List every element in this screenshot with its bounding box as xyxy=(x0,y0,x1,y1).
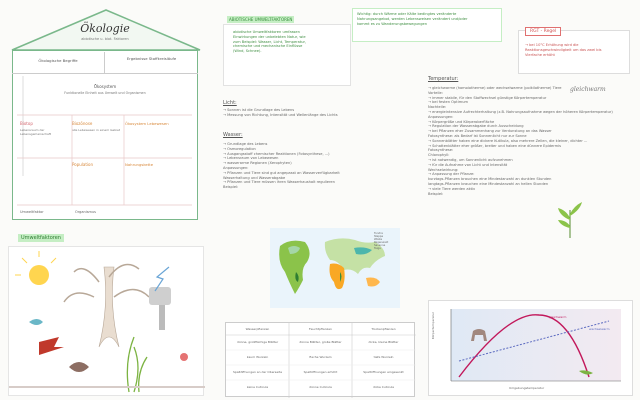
biotop-desc: Lebensraum der Lebensgemeinschaft xyxy=(20,128,52,136)
temp-line: langtags-Pflanzen brauchen eine Mindestanzahl an hellen Stunden xyxy=(428,181,549,186)
abiotic-line: chemische und mechanische Einflüsse xyxy=(233,44,303,49)
table-grid xyxy=(226,323,416,398)
oekosystem-desc: Funktionelle Einheit aus Umwelt und Organismen xyxy=(64,91,146,95)
licht-title: Licht: xyxy=(223,100,237,106)
wasser-line: → Grundlage des Lebens xyxy=(223,142,268,146)
temp-line: → immer stabile, für den Stoffwechsel günstige Körpertemperatur xyxy=(428,95,547,100)
umweltfaktoren-title: Umweltfaktoren xyxy=(18,234,64,242)
temperature-graph xyxy=(428,300,633,396)
world-map xyxy=(270,228,400,308)
wasser-title: Wasser: xyxy=(223,132,243,138)
temp-line: → viele Tiere werden aktiv xyxy=(428,186,476,191)
licht-line: → Sonnen ist die Grundlage des Lebens xyxy=(223,108,295,112)
temp-lines xyxy=(428,86,638,196)
temp-line: → Anpassung der Pflanze: xyxy=(428,172,475,177)
abiotic-text xyxy=(233,30,353,54)
rgt-title: RGT - Regel xyxy=(525,27,561,36)
temp-line: → Körpergröße und Körperoberfläche xyxy=(428,119,495,124)
umweltfaktoren-illustration xyxy=(8,246,204,396)
left-column xyxy=(0,0,210,400)
wasser-line: Beispiel: xyxy=(223,185,239,190)
table-cell: Spaltöffnungen eingesenkt xyxy=(363,370,404,374)
temp-title: Temperatur: xyxy=(428,76,459,82)
environment-illustration-icon xyxy=(9,247,205,397)
page-subtitle: abiotische u. biot. Faktoren xyxy=(81,37,129,41)
temp-line: Nachteile: xyxy=(428,105,447,110)
temp-line: Wechselwirkung: xyxy=(428,167,459,172)
map-legend-item: Regenwald xyxy=(374,241,389,244)
nahrungskette-label: Nahrungskette xyxy=(125,162,154,167)
table-cell: flache Wurzeln xyxy=(309,355,332,359)
biozoenose-desc: alle Lebewesen in einem Gebiet xyxy=(72,128,121,132)
wasser-line: Wasserhaltung und Wasserabgabe xyxy=(223,175,286,180)
temp-line: Chlorophyll: xyxy=(428,153,450,158)
table-cell: dünne, großflächige Blätter xyxy=(236,340,279,344)
licht-lines xyxy=(223,108,338,118)
temp-line: Vorteile: xyxy=(428,90,443,95)
graph-curve2-label: wechselwarm xyxy=(589,327,610,331)
population-label: Population xyxy=(72,162,94,167)
table-cell: dünne Cuticula xyxy=(309,385,332,389)
graph-y-label: Körpertemperatur xyxy=(431,312,435,339)
temp-line: → Schattenblätter eher größer, breiter und haben eine dünnere Epidermis xyxy=(428,143,562,148)
house-col-left-head xyxy=(12,52,105,74)
temp-line: Anpassungen: xyxy=(428,114,454,119)
temp-line: → bei Pflanzen eher Zusammenhang zur Verdunstung an das Wasser xyxy=(428,129,552,134)
temp-line: → für die Aufnahme von Licht und Intensität xyxy=(428,162,508,167)
rgt-line: Reaktionsgeschwindigkeit um das zwei bis xyxy=(525,47,602,52)
table-header: Feuchtpflanzen xyxy=(309,327,332,331)
abiotic-line: Einwirkungen der unbelebten Natur, wie xyxy=(233,34,306,39)
abiotic-line: zum Beispiel: Wasser, Licht, Temperatur, xyxy=(233,39,307,44)
temp-line: → Regulation der Wasserabgabe durch Ausscheidung xyxy=(428,124,524,129)
wasser-line: → Pflanzen und Tiere sind gut angepasst an Wasserverfügbarkeit xyxy=(223,170,340,175)
plant-sketch-icon xyxy=(555,200,585,240)
plants-table xyxy=(225,322,415,397)
table-header: Trockenpflanzen xyxy=(371,327,396,331)
temp-line: → ist notwendig, um Sonnenlicht aufzunehmen xyxy=(428,157,513,162)
temp-line: kurztags-Pflanzen brauchen eine Mindestanzahl an dunklen Stunden xyxy=(428,177,552,182)
rgt-line: → bei 10°C Erhöhung wird die xyxy=(525,43,579,47)
col-left-label: Ökologische Begriffe xyxy=(38,58,78,63)
graph-curve1-label: gleichwarm xyxy=(549,315,567,319)
biozoenose-label: Biozönose xyxy=(72,121,93,126)
oeko-lebewesen-label: Ökosystem Lebewesen xyxy=(125,121,169,126)
table-cell: dicke, kleine Blätter xyxy=(368,340,399,344)
table-cell: dicke Cuticula xyxy=(372,385,395,389)
table-cell: kaum Wurzeln xyxy=(246,355,269,359)
temp-line: Fotosynthese: xyxy=(428,148,454,153)
map-legend-item: Taiga xyxy=(374,247,381,250)
table-cell: tiefe Wurzeln xyxy=(373,355,394,359)
table-cell: Spaltöffnungen erhöht xyxy=(303,370,338,374)
wasser-line: → Osmoregulation xyxy=(223,146,256,151)
temp-line: Beispiel: xyxy=(428,191,444,196)
abiotic-label: ABIOTISCHE UMWELTFAKTOREN xyxy=(229,17,293,22)
map-legend-item: Steppe xyxy=(374,235,384,238)
table-cell: Spaltöffnungen an der Oberseite xyxy=(232,370,283,374)
wasser-line: → Ausgangsstoff chemischer Reaktionen (Fotosynthese, ...) xyxy=(223,151,330,156)
temp-line: → Sonnenblätter haben eine dickere Kutikula, also mehrere Zellen, die kleiner, dichter ... xyxy=(428,138,588,143)
umweltfaktor-label: Umweltfaktor xyxy=(20,210,44,214)
wasser-lines xyxy=(223,142,340,190)
table-header: Wasserpflanzen xyxy=(245,327,270,331)
temp-line: → gleichwarme (homoiotherme) oder wechselwarme (poikilotherme) Tiere xyxy=(428,86,562,90)
note-line: Wichtig: durch Wärme oder Kälte bedingtes veränderte xyxy=(357,12,457,16)
col-right-label: Ergebnisse Stoffkreisläufe xyxy=(126,56,177,61)
temp-line: → energieintensive Aufrechterhaltung (z.B. Nahrungsaufnahme wegen der höheren Körpertemperatur) xyxy=(428,109,613,114)
temperature-curve-chart xyxy=(429,301,634,397)
wasser-line: Anpassungen: xyxy=(223,165,249,170)
wasser-line: → Lebensraum von Lebewesen xyxy=(223,156,279,161)
map-legend xyxy=(374,232,400,250)
wasser-line: → Pflanzen und Tiere müssen ihren Wasserhaushalt regulieren xyxy=(223,180,335,185)
note-line: kommt es zu Wanderungsbewegungen xyxy=(357,21,427,26)
note-line: Nahrungsangebot, werden Lebensweisen verändert und/oder xyxy=(357,16,468,21)
abiotic-line: abiotische Umweltfaktoren umfassen xyxy=(233,30,300,34)
biotop-label: Biotop xyxy=(20,121,33,126)
wasser-line: → wasserarme Regionen (Xerophyten) xyxy=(223,161,292,166)
map-legend-item: Tundra xyxy=(374,232,383,235)
table-cell: dünne Blätter, große Blätter xyxy=(299,340,342,344)
page-title: Ökologie xyxy=(80,22,130,35)
temp-line: Fotosynthese: als Bedarf ist Sonnenlicht nur zur Sonne xyxy=(428,133,527,138)
map-legend-item: Wüste xyxy=(374,238,383,241)
organismus-label: Organismus xyxy=(75,210,96,214)
graph-x-label: Umgebungstemperatur xyxy=(509,386,545,390)
temp-line: → bei festen Optimum xyxy=(428,100,468,105)
rgt-line: Vierfache erhöht xyxy=(525,52,555,57)
licht-line: → Messung von Richtung, Intensität und Wellenlänge des Lichts xyxy=(223,112,338,117)
oekosystem-label: Ökosystem xyxy=(93,84,117,89)
house-col-right-head xyxy=(105,52,198,74)
abiotic-line: (Wind, Schnee). xyxy=(233,49,262,54)
gleichwarm-note: gleichwarm xyxy=(570,86,606,93)
table-cell: keine Cuticula xyxy=(246,385,269,389)
house-grid-lines xyxy=(12,100,198,218)
map-legend-item: Savanne xyxy=(374,244,386,247)
